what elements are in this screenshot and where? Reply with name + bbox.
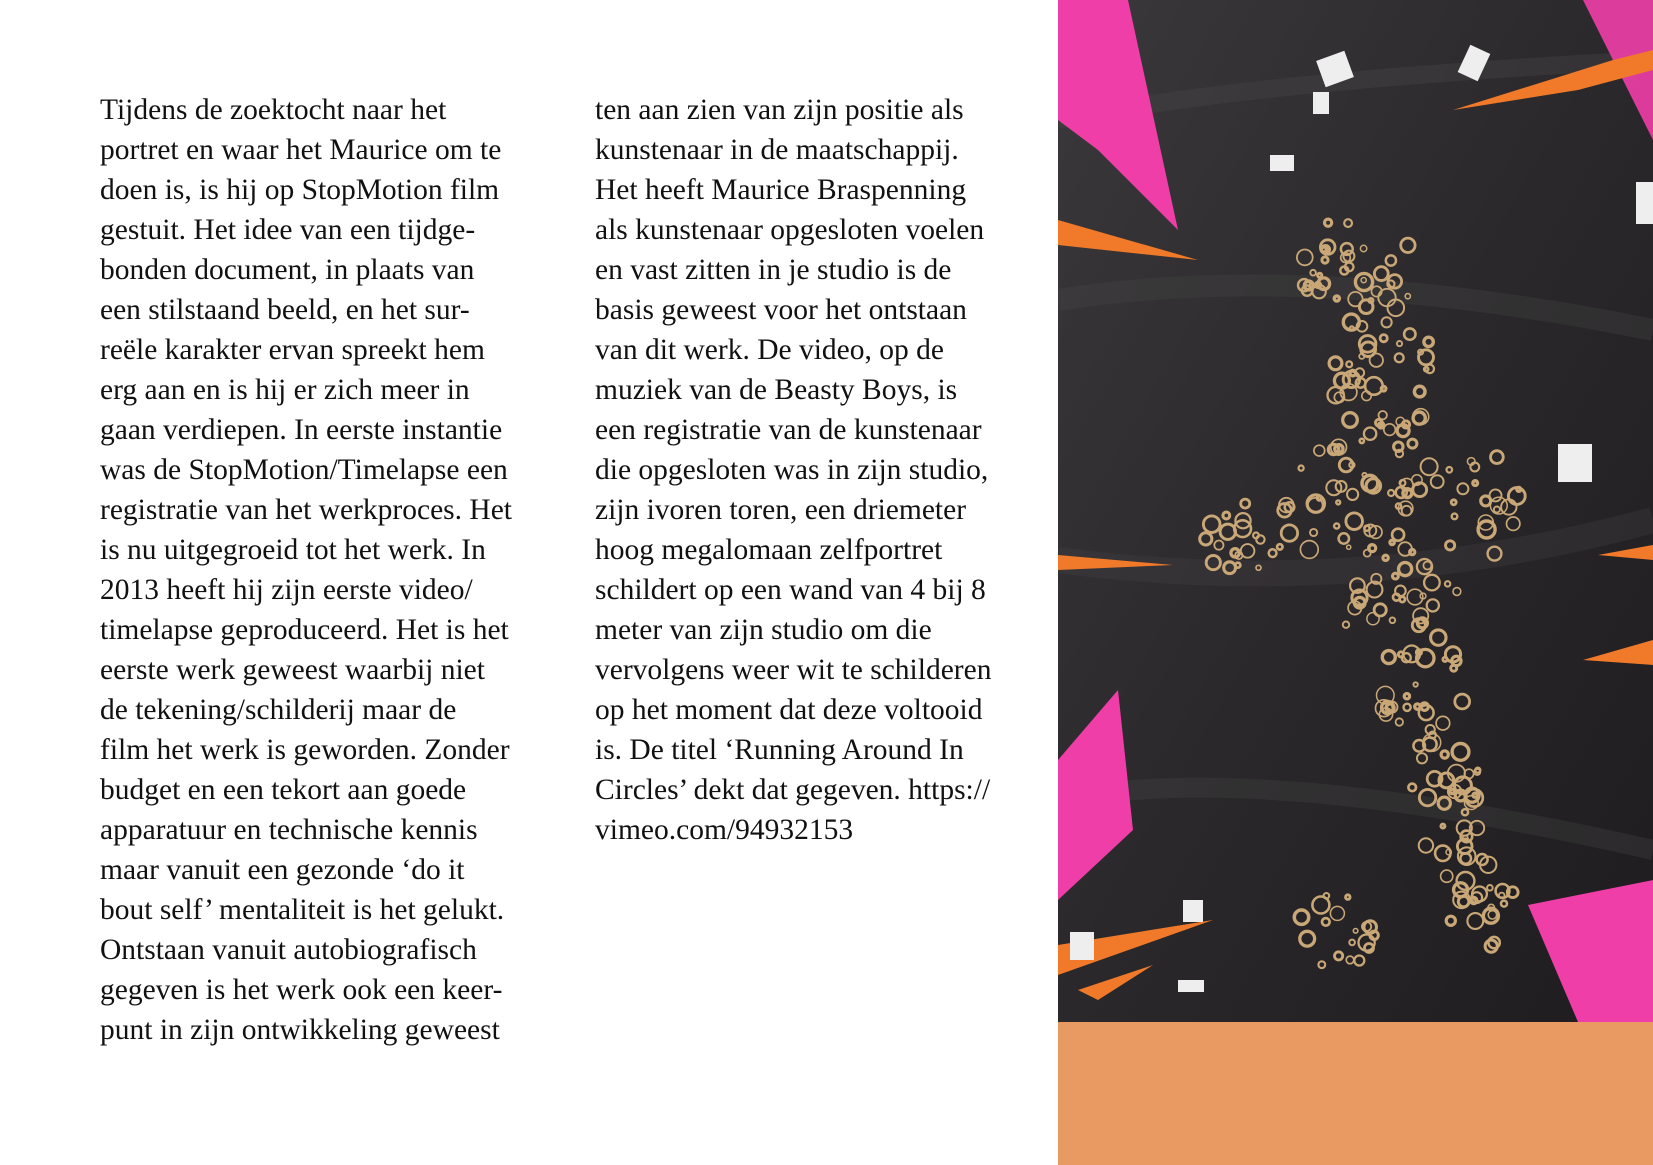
text-line: en vast zitten in je studio is de <box>595 254 952 286</box>
text-line: film het werk is geworden. Zonder <box>100 734 510 766</box>
text-column-left <box>100 90 570 1050</box>
text-column-right <box>595 90 1065 850</box>
text-line: bonden document, in plaats van <box>100 254 475 286</box>
text-line: meter van zijn studio om die <box>595 614 932 646</box>
text-line: als kunstenaar opgesloten voelen <box>595 214 985 246</box>
text-line: was de StopMotion/Timelapse een <box>100 454 508 486</box>
text-line: vervolgens weer wit te schilderen <box>595 654 992 686</box>
text-line: Tijdens de zoektocht naar het <box>100 94 447 126</box>
text-line: punt in zijn ontwikkeling geweest <box>100 1014 500 1046</box>
text-line: basis geweest voor het ontstaan <box>595 294 967 326</box>
text-line: maar vanuit een gezonde ‘do it <box>100 854 465 886</box>
text-line: reële karakter ervan spreekt hem <box>100 334 485 366</box>
text-line: gestuit. Het idee van een tijdge- <box>100 214 476 246</box>
text-line: bout self’ mentaliteit is het gelukt. <box>100 894 505 926</box>
text-line: gaan verdiepen. In eerste instantie <box>100 414 503 446</box>
text-line: kunstenaar in de maatschappij. <box>595 134 959 166</box>
text-line: eerste werk geweest waarbij niet <box>100 654 485 686</box>
text-line: gegeven is het werk ook een keer- <box>100 974 503 1006</box>
text-line: die opgesloten was in zijn studio, <box>595 454 989 486</box>
text-line: doen is, is hij op StopMotion film <box>100 174 500 206</box>
text-line: portret en waar het Maurice om te <box>100 134 502 166</box>
text-line: hoog megalomaan zelfportret <box>595 534 943 566</box>
text-line: ten aan zien van zijn positie als <box>595 94 964 126</box>
text-line: is nu uitgegroeid tot het werk. In <box>100 534 486 566</box>
text-line: vimeo.com/94932153 <box>595 814 854 846</box>
artwork-image <box>1058 0 1653 1022</box>
text-line: apparatuur en technische kennis <box>100 814 478 846</box>
text-line: registratie van het werkproces. Het <box>100 494 513 526</box>
text-line: schildert op een wand van 4 bij 8 <box>595 574 986 606</box>
text-line: budget en een tekort aan goede <box>100 774 467 806</box>
text-line: een stilstaand beeld, en het sur- <box>100 294 470 326</box>
text-line: Ontstaan vanuit autobiografisch <box>100 934 477 966</box>
text-line: muziek van de Beasty Boys, is <box>595 374 958 406</box>
text-line: timelapse geproduceerd. Het is het <box>100 614 509 646</box>
text-line: de tekening/schilderij maar de <box>100 694 457 726</box>
text-line: erg aan en is hij er zich meer in <box>100 374 470 406</box>
text-line: zijn ivoren toren, een driemeter <box>595 494 967 526</box>
text-line: van dit werk. De video, op de <box>595 334 944 366</box>
text-line: Het heeft Maurice Braspenning <box>595 174 967 206</box>
text-line: is. De titel ‘Running Around In <box>595 734 964 766</box>
text-line: 2013 heeft hij zijn eerste video/ <box>100 574 473 606</box>
orange-band <box>1058 1022 1653 1165</box>
text-line: op het moment dat deze voltooid <box>595 694 983 726</box>
text-line: Circles’ dekt dat gegeven. https:// <box>595 774 991 806</box>
text-line: een registratie van de kunstenaar <box>595 414 982 446</box>
